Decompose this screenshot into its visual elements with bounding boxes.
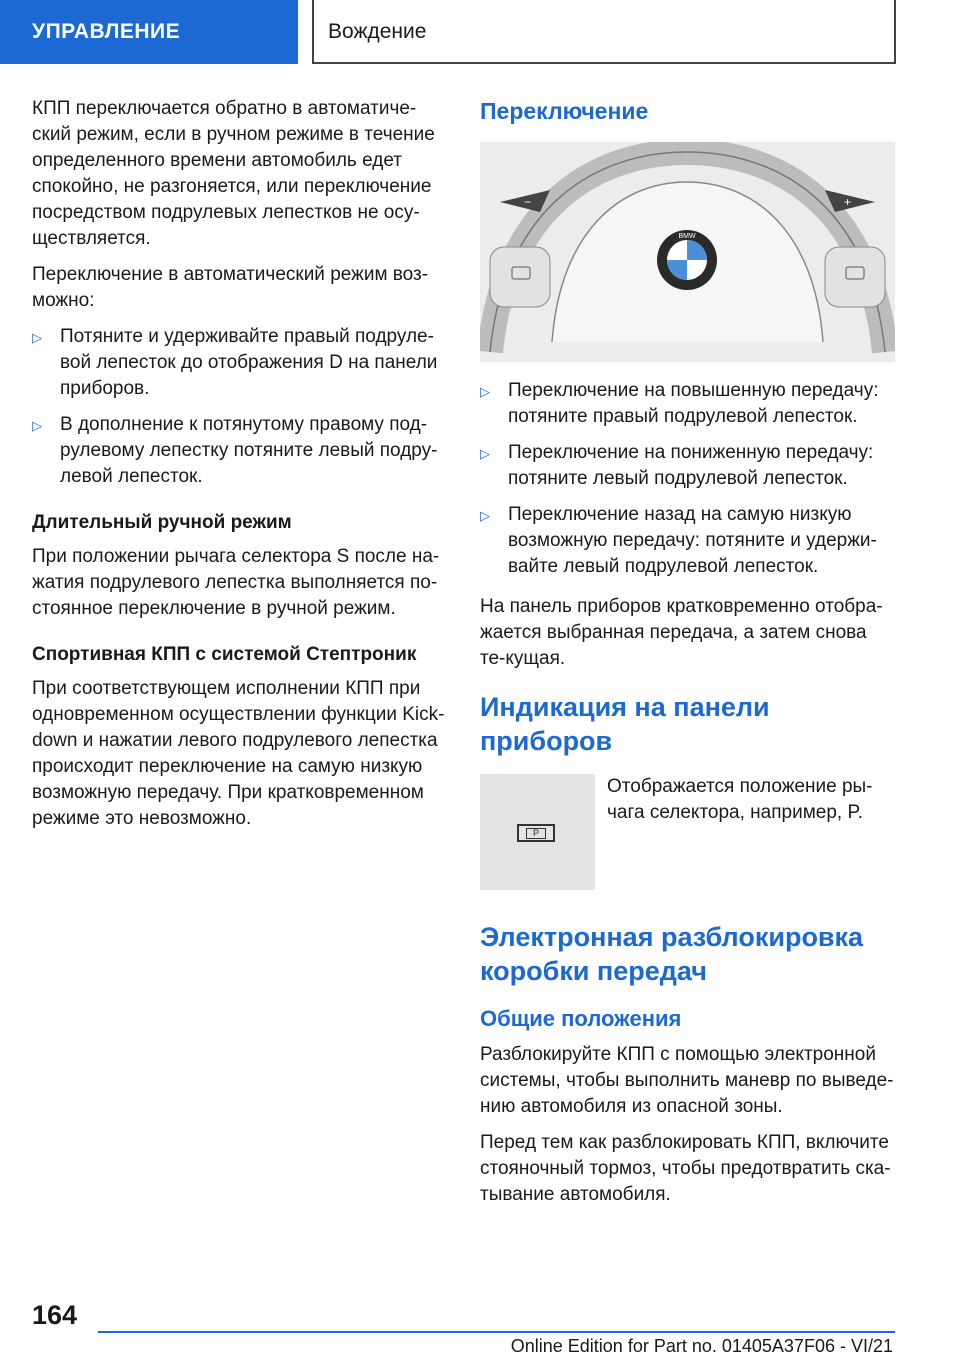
heading-long-manual: Длительный ручной режим bbox=[32, 512, 292, 533]
svg-text:BMW: BMW bbox=[678, 233, 696, 240]
left-column bbox=[32, 96, 452, 842]
footer-divider bbox=[98, 1331, 895, 1333]
heading-steptronic: Спортивная КПП с системой Стептроник bbox=[32, 644, 417, 665]
paragraph-auto-return: КПП переключается обратно в автоматиче-ский режим, если в ручном режиме в течение определенного времени автомобиль едет спокойно, не разгоняется, или переключение посредством подрулевых лепестков не осу-ществляется. bbox=[32, 98, 435, 249]
edition-link[interactable]: Online Edition for Part no. 01405A37F06 - VI/21 bbox=[510, 1336, 893, 1356]
heading-display: Индикация на панели приборов bbox=[480, 692, 770, 756]
display-section bbox=[480, 774, 895, 902]
list-item: ▷ Переключение назад на самую низкую возможную передачу: потяните и удержи-вайте левый подрулевой лепесток. bbox=[480, 504, 877, 577]
display-description: Отображается положение ры-чага селектора, например, P. bbox=[607, 776, 873, 823]
right-column bbox=[480, 96, 895, 1218]
svg-text:+: + bbox=[844, 195, 852, 209]
paragraph-unlock-1: Разблокируйте КПП с помощью электронной системы, чтобы выполнить маневр по выведе-нию автомобиля из опасной зоны. bbox=[480, 1044, 894, 1117]
heading-electronic-unlock: Электронная разблокировка коробки передач bbox=[480, 922, 864, 986]
paragraph-auto-switch: Переключение в автоматический режим воз-можно: bbox=[32, 264, 429, 311]
right-control-buttons bbox=[825, 247, 885, 307]
paragraph-long-manual: При положении рычага селектора S после на-жатия подрулевого лепестка выполняется по-стоянное переключение в ручной режим. bbox=[32, 546, 440, 619]
bullet-list-switching bbox=[480, 378, 895, 580]
list-item: ▷ Переключение на пониженную передачу: потяните левый подрулевой лепесток. bbox=[480, 442, 874, 489]
triangle-bullet-icon: ▷ bbox=[480, 446, 490, 461]
heading-general: Общие положения bbox=[480, 1006, 682, 1031]
heading-switching: Переключение bbox=[480, 98, 649, 124]
section-tab: УПРАВЛЕНИЕ bbox=[0, 0, 298, 64]
bullet-list-auto bbox=[32, 324, 452, 490]
list-item: ▷ Потяните и удерживайте правый подруле-вой лепесток до отображения D на панели приборов. bbox=[32, 326, 438, 399]
paragraph-unlock-2: Перед тем как разблокировать КПП, включите стояночный тормоз, чтобы предотвратить ска-тывание автомобиля. bbox=[480, 1132, 891, 1205]
triangle-bullet-icon: ▷ bbox=[480, 384, 490, 399]
gear-indicator-icon: P bbox=[517, 824, 555, 842]
triangle-bullet-icon: ▷ bbox=[32, 330, 42, 345]
list-item: ▷ В дополнение к потянутому правому под-рулевому лепестку потяните левый подру-левой лепесток. bbox=[32, 414, 438, 487]
triangle-bullet-icon: ▷ bbox=[32, 418, 42, 433]
svg-text:−: − bbox=[524, 195, 532, 209]
chapter-title: Вождение bbox=[312, 0, 896, 64]
paragraph-panel-gear: На панель приборов кратковременно отобра-жается выбранная передача, а затем снова те-кущая. bbox=[480, 596, 883, 669]
selector-display-image bbox=[480, 774, 595, 890]
left-control-buttons bbox=[490, 247, 550, 307]
page-number: 164 bbox=[32, 1300, 78, 1330]
triangle-bullet-icon: ▷ bbox=[480, 508, 490, 523]
steering-wheel-illustration bbox=[480, 142, 895, 362]
paragraph-steptronic: При соответствующем исполнении КПП при одновременном осуществлении функции Kick-down и нажатии левого подрулевого лепестка происходит переключение на самую низкую возможную передачу. При кратковременном режиме это невозможно. bbox=[32, 678, 445, 829]
list-item: ▷ Переключение на повышенную передачу: потяните правый подрулевой лепесток. bbox=[480, 380, 879, 427]
steering-wheel-image bbox=[480, 142, 895, 362]
